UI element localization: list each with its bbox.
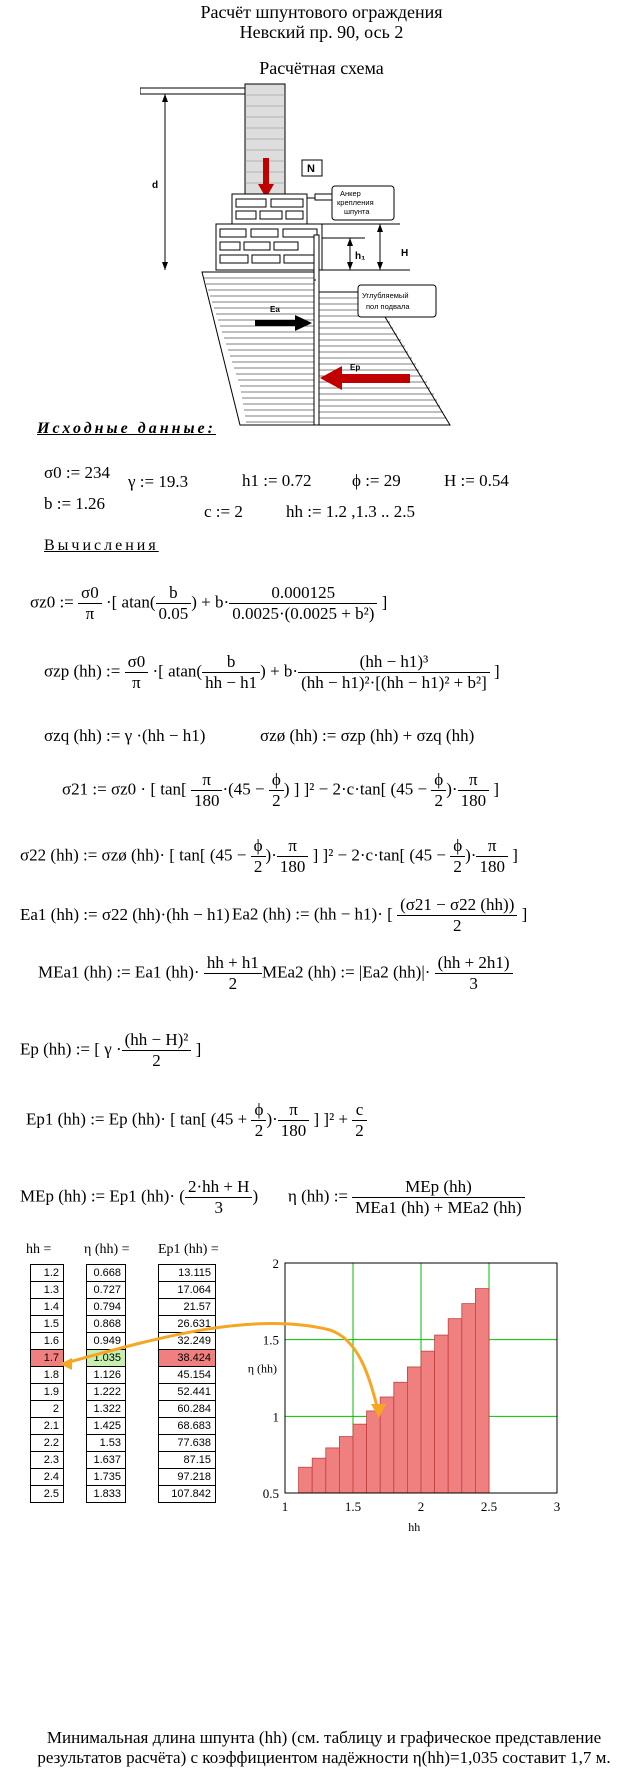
ep1-cell: 107.842: [159, 1486, 216, 1503]
chart-bar: [421, 1351, 435, 1493]
ea2-formula: Ea2 (hh) := (hh − h1)· [ $\frac{(\sigma 21 - \sigma 22 (hh))}{2}$ ]: [232, 895, 528, 935]
table-row: [159, 1486, 216, 1503]
table-row: [87, 1333, 126, 1350]
phi-input: ϕ := 29: [352, 471, 401, 490]
ep1-table: [158, 1264, 216, 1503]
H-label: H: [401, 248, 409, 259]
hh-cell: 1.5: [31, 1316, 64, 1333]
svg-text:Углубляемыйпол подвала: Углубляемый пол подвала: [362, 291, 410, 311]
hh-cell: 1.7: [31, 1350, 64, 1367]
chart-bar: [299, 1467, 313, 1493]
n-label: N: [307, 163, 315, 175]
y-tick-label: 1: [272, 1409, 279, 1425]
eta-cell: 1.637: [87, 1452, 126, 1469]
ep1-table-header: Ep1 (hh) =: [158, 1242, 219, 1257]
calculation-scheme-diagram: [140, 80, 480, 430]
ep1-cell: 77.638: [159, 1435, 216, 1452]
table-row: [159, 1299, 216, 1316]
table-row: [31, 1333, 64, 1350]
chart-bar: [326, 1448, 340, 1493]
hh-cell: 1.6: [31, 1333, 64, 1350]
c-input: c := 2: [204, 502, 243, 521]
eta-cell: 0.949: [87, 1333, 126, 1350]
ep1-cell: 26.631: [159, 1316, 216, 1333]
x-tick-label: 2: [417, 1499, 425, 1514]
ep1-cell: 52.441: [159, 1384, 216, 1401]
ep-formula: Ep (hh) := [ γ · $\frac{\text{(hh − H)²}}{2}$ ]: [20, 1030, 202, 1070]
ep1-cell: 17.064: [159, 1282, 216, 1299]
ep1-cell: 60.284: [159, 1401, 216, 1418]
conclusion-text: Минимальная длина шпунта (hh) (см. таблицу и графическое представление результатов расчёта) с коэффициентом надёжности η(hh)=1,035 составит 1,7 м.: [37, 1728, 611, 1767]
hh-cell: 1.4: [31, 1299, 64, 1316]
eta-table: [86, 1264, 126, 1503]
eta-cell: 1.425: [87, 1418, 126, 1435]
mea2-formula: MEa2 (hh) := |Ea2 (hh)|· $\frac{(hh + 2h1)}{3}$: [262, 953, 513, 994]
table-row: [31, 1265, 64, 1282]
hh-cell: 2.5: [31, 1486, 64, 1503]
table-row: [87, 1435, 126, 1452]
table-row: [31, 1418, 64, 1435]
table-row: [31, 1486, 64, 1503]
chart-bar: [462, 1304, 476, 1493]
table-row: [31, 1316, 64, 1333]
mep-formula: MEp (hh) := Ep1 (hh)· ( $\frac{2\cdot hh + H}{3}$ ): [20, 1177, 259, 1217]
y-axis-label: η (hh): [247, 1361, 277, 1376]
H-input: H := 0.54: [444, 471, 509, 490]
eta-cell: 0.668: [87, 1265, 126, 1282]
table-row: [87, 1350, 126, 1367]
eta-cell: 1.035: [87, 1350, 126, 1367]
chart-bar: [475, 1289, 489, 1493]
x-tick-label: 2.5: [480, 1499, 498, 1514]
table-row: [87, 1367, 126, 1384]
eta-cell: 1.126: [87, 1367, 126, 1384]
table-row: [31, 1299, 64, 1316]
ep1-cell: 38.424: [159, 1350, 216, 1367]
ep1-cell: 45.154: [159, 1367, 216, 1384]
eta-cell: 0.727: [87, 1282, 126, 1299]
szo-formula: σzø (hh) := σzp (hh) + σzq (hh): [260, 726, 475, 745]
hh-cell: 1.2: [31, 1265, 64, 1282]
ep1-cell: 97.218: [159, 1469, 216, 1486]
input-data-heading: Исходные данные:: [37, 420, 216, 437]
h1-label: h₁: [355, 251, 366, 262]
h1-input: h1 := 0.72: [242, 471, 312, 490]
hh-cell: 2.3: [31, 1452, 64, 1469]
table-row: [159, 1350, 216, 1367]
hh-cell: 1.8: [31, 1367, 64, 1384]
sz0-formula: σz0 := $\frac{\sigma 0}{\pi}$ ·[ atan( $\frac{b}{0.05}$ ) + b· $\frac{0.000125}{\text{0.0025·(0.0025 + b²)}}$ ]: [30, 583, 388, 623]
chart-bar: [435, 1335, 449, 1493]
eta-cell: 1.833: [87, 1486, 126, 1503]
eta-cell: 0.868: [87, 1316, 126, 1333]
table-row: [87, 1299, 126, 1316]
x-axis-label: hh: [408, 1520, 421, 1534]
eta-cell: 1.322: [87, 1401, 126, 1418]
hh-cell: 2.1: [31, 1418, 64, 1435]
szq-formula: σzq (hh) := γ ·(hh − h1): [44, 726, 206, 745]
hh-cell: 1.3: [31, 1282, 64, 1299]
table-row: [31, 1367, 64, 1384]
ea1-formula: Ea1 (hh) := σ22 (hh)·(hh − h1): [20, 905, 230, 924]
ep-label: Ep: [350, 363, 361, 372]
d-label: d: [152, 180, 159, 191]
chart-bar: [339, 1437, 353, 1493]
eta-chart: [220, 1255, 590, 1535]
eta-cell: 0.794: [87, 1299, 126, 1316]
table-row: [31, 1350, 64, 1367]
szp-formula: σzp (hh) := $\frac{\sigma 0}{\pi}$ ·[ atan( $\frac{b}{hh - h1}$ ) + b· $\frac{\text{(hh − h1)³}}{\text{(hh − h1)²·[(hh − h1)² + b²]}}$ ]: [44, 652, 500, 692]
eta-cell: 1.735: [87, 1469, 126, 1486]
y-tick-label: 0.5: [262, 1486, 279, 1501]
s22-formula: σ22 (hh) := σzø (hh)· [ tan[ (45 − $\frac{\phi}{2}$ )· $\frac{\pi}{180}$ ] ]² − 2·c·tan[ (45 − $\frac{\phi}{2}$ )· $\frac{\pi}{180}$ ]: [20, 836, 518, 876]
table-row: [31, 1452, 64, 1469]
table-row: [31, 1282, 64, 1299]
ep1-cell: 32.249: [159, 1333, 216, 1350]
table-row: [159, 1401, 216, 1418]
table-row: [87, 1282, 126, 1299]
table-row: [159, 1469, 216, 1486]
mea1-formula: MEa1 (hh) := Ea1 (hh)· $\frac{hh + h1}{2}$: [38, 953, 262, 994]
hh-table-header: hh =: [26, 1242, 52, 1257]
ep1-cell: 13.115: [159, 1265, 216, 1282]
hh-cell: 2.4: [31, 1469, 64, 1486]
table-row: [31, 1384, 64, 1401]
table-row: [87, 1469, 126, 1486]
table-row: [87, 1265, 126, 1282]
table-row: [87, 1384, 126, 1401]
table-row: [31, 1401, 64, 1418]
eta-formula: η (hh) := $\frac{\text{MEp (hh)}}{\text{MEa1 (hh) + MEa2 (hh)}}$: [288, 1177, 525, 1218]
ep1-cell: 21.57: [159, 1299, 216, 1316]
x-tick-label: 1: [281, 1499, 289, 1514]
chart-bar: [394, 1382, 408, 1493]
table-row: [87, 1486, 126, 1503]
sigma0-input: σ0 := 234: [44, 463, 110, 482]
table-row: [87, 1452, 126, 1469]
chart-bar: [312, 1458, 326, 1493]
s21-formula: σ21 := σz0 · [ tan[ $\frac{\pi}{180}$ ·(45 − $\frac{\phi}{2}$ ) ] ]² − 2·c·tan[ (45 − $\frac{\phi}{2}$ )· $\frac{\pi}{180}$ ]: [62, 770, 499, 810]
table-row: [159, 1384, 216, 1401]
table-row: [87, 1401, 126, 1418]
hh-cell: 2: [31, 1401, 64, 1418]
hh-cell: 1.9: [31, 1384, 64, 1401]
chart-bar: [448, 1319, 462, 1493]
table-row: [159, 1316, 216, 1333]
table-row: [31, 1469, 64, 1486]
table-row: [159, 1282, 216, 1299]
ep1-cell: 87.15: [159, 1452, 216, 1469]
eta-cell: 1.222: [87, 1384, 126, 1401]
chart-bar: [367, 1411, 381, 1493]
calc-heading: Вычисления: [44, 537, 159, 554]
chart-bar: [353, 1424, 367, 1493]
hh-table: [30, 1264, 64, 1503]
eta-cell: 1.53: [87, 1435, 126, 1452]
svg-text:Анкеркрепленияшпунта: Анкер крепления шпунта: [337, 189, 374, 216]
y-tick-label: 2: [272, 1256, 279, 1271]
ep1-cell: 68.683: [159, 1418, 216, 1435]
table-row: [31, 1435, 64, 1452]
hh-cell: 2.2: [31, 1435, 64, 1452]
x-tick-label: 3: [553, 1499, 561, 1514]
chart-bar: [380, 1397, 394, 1493]
y-tick-label: 1.5: [262, 1332, 279, 1348]
hh-input: hh := 1.2 ,1.3 .. 2.5: [286, 502, 416, 521]
table-row: [159, 1452, 216, 1469]
gamma-input: γ := 19.3: [128, 472, 189, 491]
table-row: [159, 1435, 216, 1452]
table-row: [159, 1265, 216, 1282]
b-input: b := 1.26: [44, 494, 106, 513]
page-subtitle: Невский пр. 90, ось 2: [239, 22, 404, 42]
table-row: [159, 1333, 216, 1350]
chart-bar: [407, 1367, 421, 1493]
table-row: [159, 1418, 216, 1435]
page-title: Расчёт шпунтового ограждения: [200, 2, 443, 22]
table-row: [87, 1316, 126, 1333]
table-row: [87, 1418, 126, 1435]
x-tick-label: 1.5: [344, 1499, 362, 1514]
eta-table-header: η (hh) =: [84, 1242, 130, 1257]
table-row: [159, 1367, 216, 1384]
ea-label: Ea: [270, 305, 280, 314]
ep1-formula: Ep1 (hh) := Ep (hh)· [ tan[ (45 + $\frac{\phi}{2}$ )· $\frac{\pi}{180}$ ] ]² + $\frac{c}{2}$: [26, 1100, 367, 1141]
scheme-title: Расчётная схема: [259, 58, 384, 78]
